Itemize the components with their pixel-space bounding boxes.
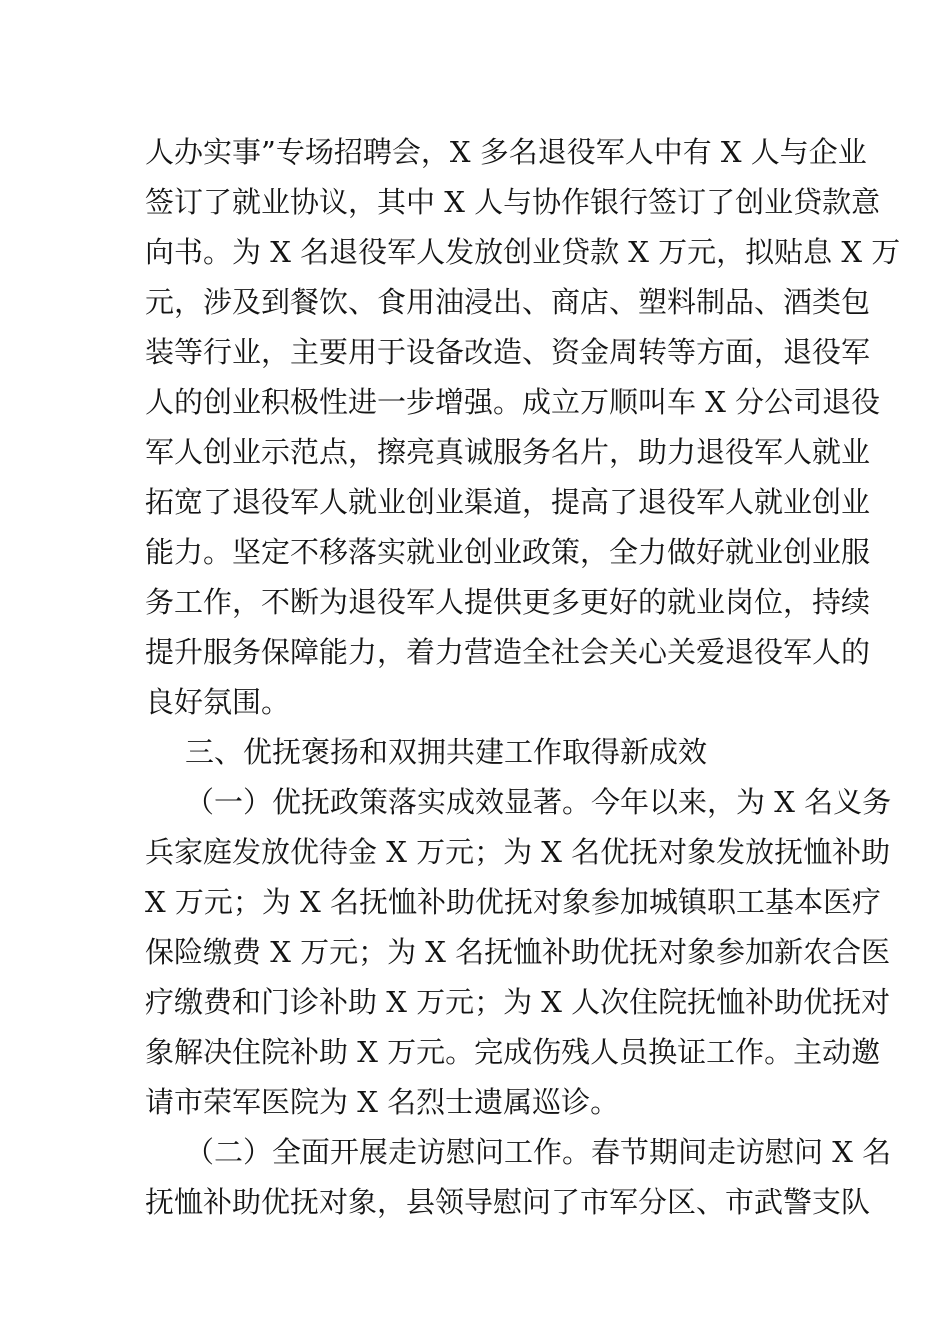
subsection-heading-line: （二）全面开展走访慰问工作。春节期间走访慰问 X 名 bbox=[185, 1135, 892, 1169]
paragraph-line: 兵家庭发放优待金 X 万元；为 X 名优抚对象发放抚恤补助 bbox=[145, 835, 891, 869]
paragraph-line: 务工作，不断为退役军人提供更多更好的就业岗位，持续 bbox=[145, 585, 871, 619]
paragraph-line: 人的创业积极性进一步增强。成立万顺叫车 X 分公司退役 bbox=[145, 385, 881, 419]
paragraph-line: 象解决住院补助 X 万元。完成伤残人员换证工作。主动邀 bbox=[145, 1035, 881, 1069]
paragraph-line: 军人创业示范点，擦亮真诚服务名片，助力退役军人就业 bbox=[145, 435, 871, 469]
paragraph-line: 请市荣军医院为 X 名烈士遗属巡诊。 bbox=[145, 1085, 620, 1119]
paragraph-line: 能力。坚定不移落实就业创业政策，全力做好就业创业服 bbox=[145, 535, 871, 569]
paragraph-line: 保险缴费 X 万元；为 X 名抚恤补助优抚对象参加新农合医 bbox=[145, 935, 891, 969]
paragraph-line: X 万元；为 X 名抚恤补助优抚对象参加城镇职工基本医疗 bbox=[145, 885, 881, 919]
paragraph-line: 抚恤补助优抚对象，县领导慰问了市军分区、市武警支队 bbox=[145, 1185, 871, 1219]
paragraph-line: 良好氛围。 bbox=[145, 685, 291, 719]
subsection-heading-line: （一）优抚政策落实成效显著。今年以来，为 X 名义务 bbox=[185, 785, 892, 819]
paragraph-line: 提升服务保障能力，着力营造全社会关心关爱退役军人的 bbox=[145, 635, 871, 669]
paragraph-line: 向书。为 X 名退役军人发放创业贷款 X 万元，拟贴息 X 万 bbox=[145, 235, 901, 269]
paragraph-line: 元，涉及到餐饮、食用油浸出、商店、塑料制品、酒类包 bbox=[145, 285, 871, 319]
paragraph-line: 拓宽了退役军人就业创业渠道，提高了退役军人就业创业 bbox=[145, 485, 871, 519]
section-heading: 三、优抚褒扬和双拥共建工作取得新成效 bbox=[185, 735, 708, 769]
paragraph-line: 人办实事”专场招聘会，X 多名退役军人中有 X 人与企业 bbox=[145, 135, 867, 169]
paragraph-line: 签订了就业协议，其中 X 人与协作银行签订了创业贷款意 bbox=[145, 185, 881, 219]
paragraph-line: 装等行业，主要用于设备改造、资金周转等方面，退役军 bbox=[145, 335, 871, 369]
paragraph-line: 疗缴费和门诊补助 X 万元；为 X 人次住院抚恤补助优抚对 bbox=[145, 985, 891, 1019]
